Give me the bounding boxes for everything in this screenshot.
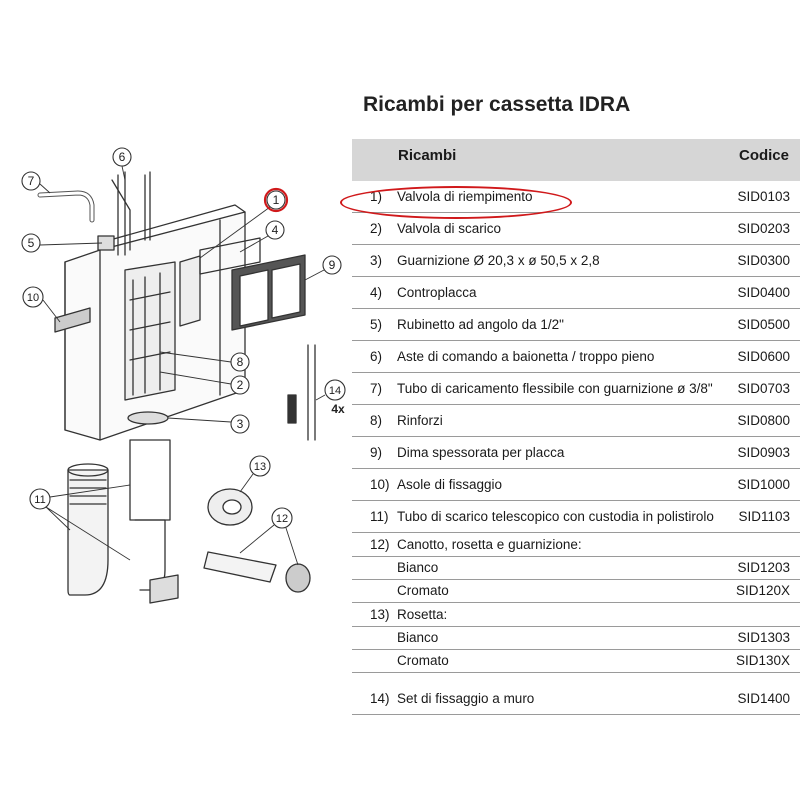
row-number: 1) — [370, 189, 383, 204]
spare-parts-table — [352, 139, 800, 715]
row-description: Rubinetto ad angolo da 1/2" — [397, 317, 564, 332]
svg-text:3: 3 — [236, 417, 244, 431]
row-description: Aste di comando a baionetta / troppo pieno — [397, 349, 655, 364]
page-title: Ricambi per cassetta IDRA — [363, 93, 631, 116]
svg-text:12: 12 — [275, 513, 289, 525]
table-row — [352, 469, 800, 501]
svg-text:5: 5 — [27, 236, 35, 250]
row-number: 10) — [370, 477, 390, 492]
row-description: Tubo di scarico telescopico con custodia in polistirolo — [397, 509, 714, 524]
table-subrow — [352, 650, 800, 673]
callout-8 — [231, 353, 249, 371]
table-row — [352, 245, 800, 277]
row-code: SID130X — [735, 653, 790, 668]
row-description: Guarnizione Ø 20,3 x ø 50,5 x 2,8 — [397, 253, 600, 268]
row-code: SID120X — [735, 583, 790, 598]
multiplier-label: 4x — [331, 402, 345, 416]
svg-text:1: 1 — [272, 193, 280, 207]
row-description: Cromato — [397, 653, 449, 668]
header-codice: Codice — [738, 147, 789, 164]
row-description: Bianco — [397, 630, 439, 645]
row-description: Asole di fissaggio — [397, 477, 503, 492]
table-row — [352, 437, 800, 469]
svg-text:13: 13 — [253, 461, 267, 473]
row-description: Set di fissaggio a muro — [397, 691, 535, 706]
row-code: SID0400 — [737, 285, 790, 300]
svg-text:10: 10 — [26, 292, 40, 304]
svg-text:11: 11 — [34, 494, 46, 506]
table-subrow — [352, 627, 800, 650]
row-code: SID0103 — [737, 189, 790, 204]
row-description: Rinforzi — [397, 413, 443, 428]
row-number: 7) — [370, 381, 383, 396]
row-number: 5) — [370, 317, 383, 332]
table-header — [352, 139, 800, 181]
callout-13 — [250, 456, 270, 476]
row-code: SID0903 — [737, 445, 790, 460]
svg-text:4: 4 — [271, 223, 279, 237]
row-code: SID0300 — [737, 253, 790, 268]
callout-7 — [22, 172, 40, 190]
svg-text:8: 8 — [236, 355, 244, 369]
svg-text:2: 2 — [236, 378, 244, 392]
row-description: Canotto, rosetta e guarnizione: — [397, 537, 582, 552]
table-row — [352, 341, 800, 373]
row-number: 9) — [370, 445, 383, 460]
row-number: 8) — [370, 413, 383, 428]
row-code: SID0703 — [737, 381, 790, 396]
svg-text:7: 7 — [27, 174, 35, 188]
callout-4 — [266, 221, 284, 239]
row-number: 2) — [370, 221, 383, 236]
row-code: SID1203 — [737, 560, 790, 575]
svg-text:9: 9 — [328, 258, 336, 272]
row-number: 6) — [370, 349, 383, 364]
callout-12 — [272, 508, 292, 528]
row-code: SID0800 — [737, 413, 790, 428]
callout-6 — [113, 148, 131, 166]
callout-14 — [325, 380, 345, 400]
row-number: 14) — [370, 691, 390, 706]
callout-9 — [323, 256, 341, 274]
table-row — [352, 277, 800, 309]
callout-5 — [22, 234, 40, 252]
row-code: SID0500 — [737, 317, 790, 332]
row-code: SID1000 — [737, 477, 790, 492]
row-number: 3) — [370, 253, 383, 268]
row-description: Dima spessorata per placca — [397, 445, 565, 460]
row-code: SID1303 — [737, 630, 790, 645]
row-1-highlight-ellipse — [340, 186, 572, 219]
row-code: SID1103 — [738, 509, 790, 524]
row-description: Rosetta: — [397, 607, 448, 622]
row-number: 11) — [370, 509, 389, 524]
table-group-row — [352, 603, 800, 627]
table-group-row — [352, 533, 800, 557]
callout-3 — [231, 415, 249, 433]
table-spacer — [352, 673, 800, 683]
callout-1 — [267, 191, 285, 209]
table-row — [352, 405, 800, 437]
callout-2 — [231, 376, 249, 394]
row-description: Tubo di caricamento flessibile con guarnizione ø 3/8" — [397, 381, 713, 396]
row-description: Controplacca — [397, 285, 477, 300]
table-row — [352, 373, 800, 405]
row-code: SID1400 — [737, 691, 790, 706]
table-row — [352, 683, 800, 715]
row-code: SID0203 — [737, 221, 790, 236]
row-description: Valvola di scarico — [397, 221, 502, 236]
row-description: Valvola di riempimento — [397, 189, 533, 204]
exploded-diagram — [0, 0, 350, 800]
row-description: Bianco — [397, 560, 439, 575]
callout-11 — [30, 489, 50, 509]
row-number: 12) — [370, 537, 390, 552]
svg-text:6: 6 — [118, 150, 126, 164]
row-number: 13) — [370, 607, 390, 622]
table-subrow — [352, 557, 800, 580]
callout-10 — [23, 287, 43, 307]
header-ricambi: Ricambi — [398, 147, 457, 164]
row-number: 4) — [370, 285, 383, 300]
row-code: SID0600 — [737, 349, 790, 364]
table-row — [352, 309, 800, 341]
table-subrow — [352, 580, 800, 603]
table-row — [352, 501, 800, 533]
row-description: Cromato — [397, 583, 449, 598]
svg-text:14: 14 — [328, 385, 342, 397]
